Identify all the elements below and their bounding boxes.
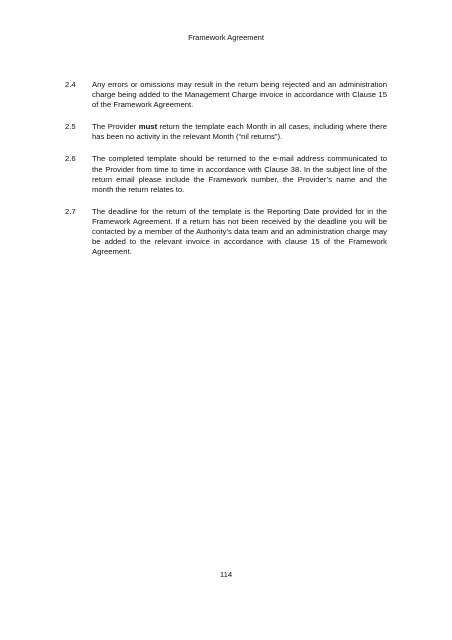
page-number: 114 [219, 570, 233, 579]
clause-number: 2.5 [65, 122, 76, 132]
clause-number: 2.4 [65, 80, 76, 89]
clause-number: 2.6 [65, 154, 76, 164]
clause-text: The completed template should be returned to the e-mail address communicated to the Provider from time to time in accordance with Clause 38. In the subject line of the return email please include the Framework number, the Provider’s name and the month the return relates to. [92, 154, 387, 194]
clause-emphasis: must [138, 122, 158, 132]
clause-2-7 [65, 206, 387, 257]
clause-list [65, 80, 387, 269]
clause-2-6 [65, 154, 387, 194]
clause-text: The deadline for the return of the template is the Reporting Date provided for in the Framework Agreement. If a return has not been received by the deadline you will be contacted by a member of the Authority’s data team and an administration charge may be added to the relevant invoice in accordance with clause 15 of the Framework Agreement. [92, 206, 387, 257]
clause-text-before: The Provider [92, 122, 139, 132]
clause-text-after: return the template each Month in all cases, including where there has been no activity in the relevant Month (“nil returns”). [92, 122, 387, 142]
clause-text: Any errors or omissions may result in the return being rejected and an administration charge being added to the Management Charge invoice in accordance with Clause 15 of the Framework Agreement. [92, 80, 387, 110]
document-title: Framework Agreement [188, 33, 264, 42]
clause-number: 2.7 [65, 206, 76, 216]
clause-2-4 [65, 80, 387, 110]
running-header [0, 33, 452, 42]
clause-2-5 [65, 122, 387, 142]
clause-text [92, 122, 387, 142]
